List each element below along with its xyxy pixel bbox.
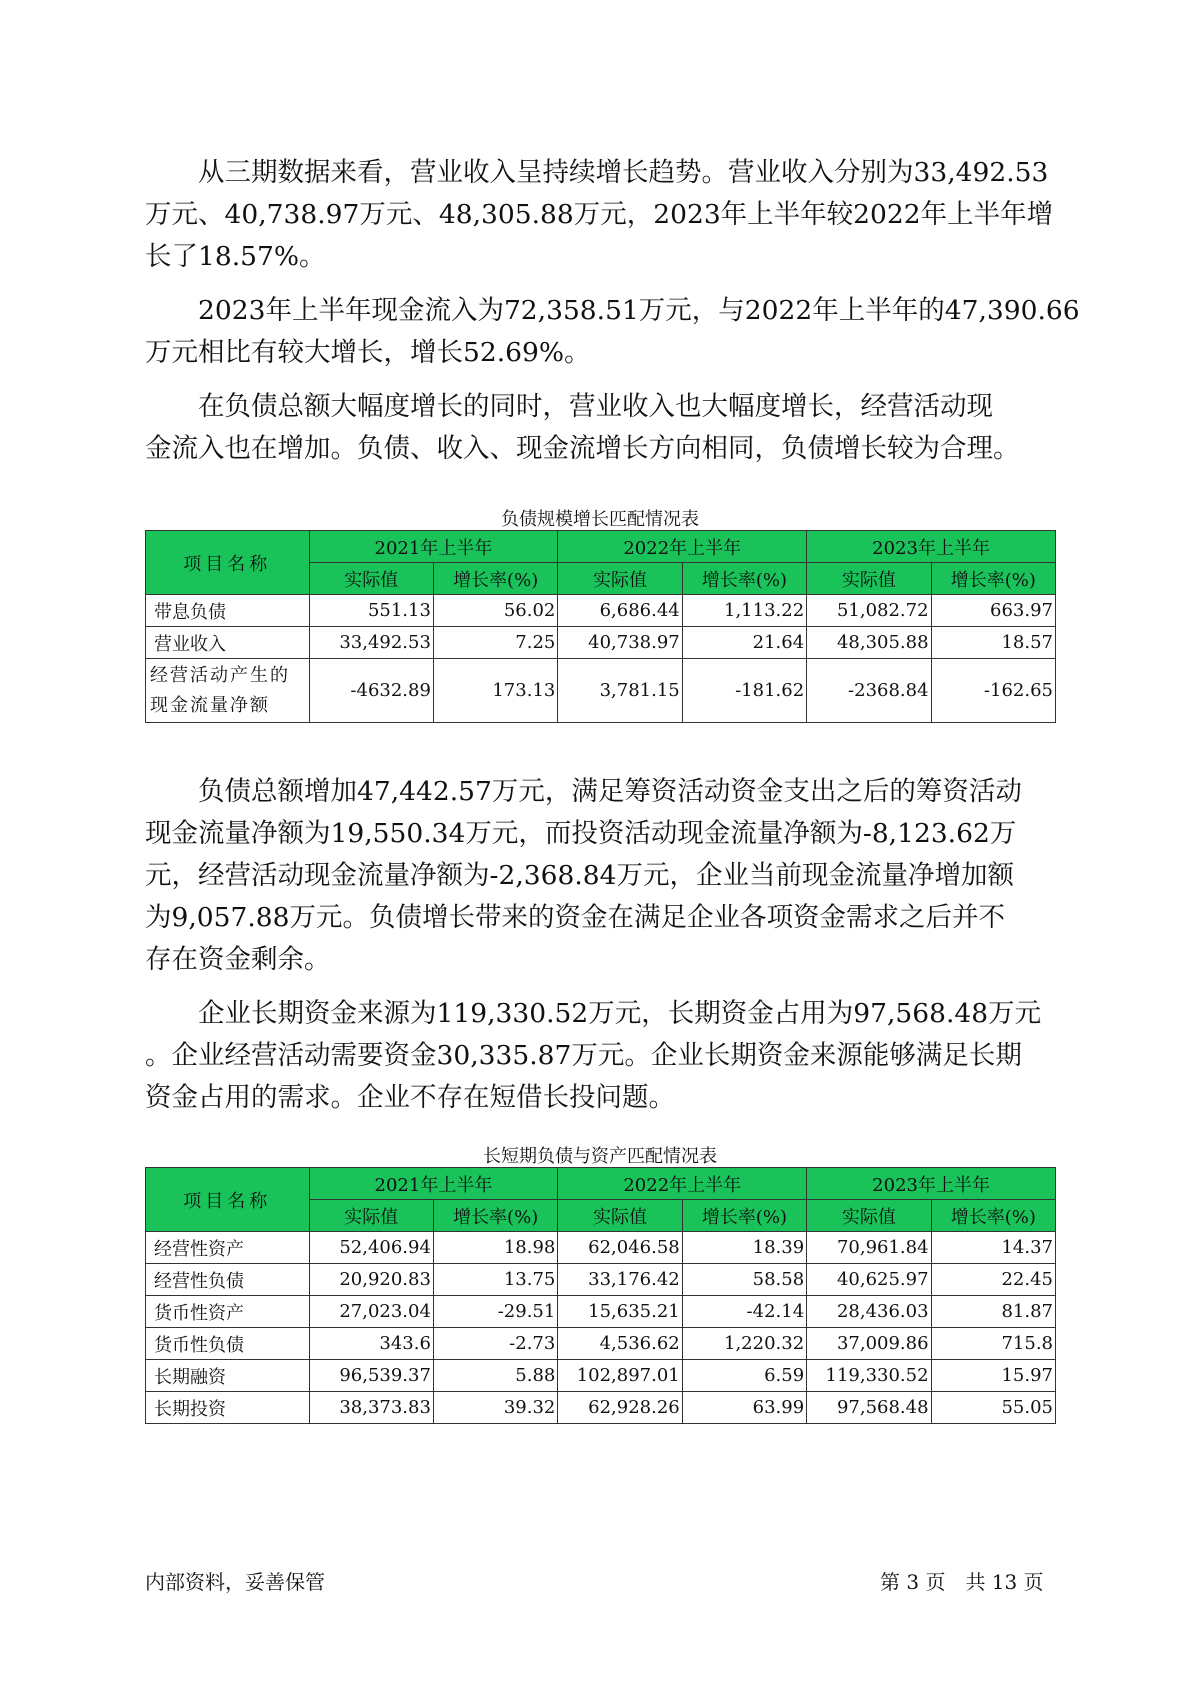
row-name: 长期融资	[146, 1360, 310, 1392]
paragraph-line: 长了18.57%。	[145, 241, 326, 272]
table-row	[146, 1296, 1056, 1328]
cell-value: 4,536.62	[558, 1328, 682, 1360]
footer-confidential-note: 内部资料，妥善保管	[145, 1570, 325, 1594]
paragraph-debt-increase	[145, 771, 1065, 981]
cell-value: 38,373.83	[309, 1392, 433, 1424]
cell-value: 21.64	[682, 627, 806, 659]
cell-value: 6,686.44	[558, 595, 682, 627]
cell-value: 28,436.03	[807, 1296, 931, 1328]
cell-value: 7.25	[433, 627, 557, 659]
cell-value: 1,113.22	[682, 595, 806, 627]
paragraph-line: 存在资金剩余。	[145, 944, 331, 975]
cell-value: 40,625.97	[807, 1264, 931, 1296]
paragraph-line: 。企业经营活动需要资金30,335.87万元。企业长期资金来源能够满足长期	[145, 1040, 1022, 1071]
header-growth: 增长率(%)	[931, 563, 1055, 595]
header-item-name: 项目名称	[146, 531, 310, 595]
cell-value: 715.8	[931, 1328, 1055, 1360]
cell-value: 3,781.15	[558, 659, 682, 723]
table-row	[146, 659, 1056, 723]
cell-value: 62,928.26	[558, 1392, 682, 1424]
cell-value: 62,046.58	[558, 1232, 682, 1264]
table-row	[146, 627, 1056, 659]
row-name: 长期投资	[146, 1392, 310, 1424]
cell-value: 48,305.88	[807, 627, 931, 659]
paragraph-line: 从三期数据来看，营业收入呈持续增长趋势。营业收入分别为33,492.53	[145, 157, 1049, 188]
row-name: 带息负债	[146, 595, 310, 627]
cell-value: 39.32	[433, 1392, 557, 1424]
cell-value: 102,897.01	[558, 1360, 682, 1392]
paragraph-line: 现金流量净额为19,550.34万元，而投资活动现金流量净额为-8,123.62万	[145, 818, 1017, 849]
table-row	[146, 1392, 1056, 1424]
cell-value: 18.39	[682, 1232, 806, 1264]
paragraph-line: 为9,057.88万元。负债增长带来的资金在满足企业各项资金需求之后并不	[145, 902, 1006, 933]
paragraph-line: 在负债总额大幅度增长的同时，营业收入也大幅度增长，经营活动现	[145, 391, 993, 422]
header-growth: 增长率(%)	[931, 1200, 1055, 1232]
cell-value: 663.97	[931, 595, 1055, 627]
header-growth: 增长率(%)	[682, 563, 806, 595]
cell-value: 33,176.42	[558, 1264, 682, 1296]
table-row	[146, 1232, 1056, 1264]
cell-value: 97,568.48	[807, 1392, 931, 1424]
debt-scale-growth-table	[145, 530, 1056, 723]
paragraph-line: 金流入也在增加。负债、收入、现金流增长方向相同，负债增长较为合理。	[145, 433, 1020, 464]
cell-value: 52,406.94	[309, 1232, 433, 1264]
cell-value: 15,635.21	[558, 1296, 682, 1328]
cell-value: 96,539.37	[309, 1360, 433, 1392]
paragraph-line: 负债总额增加47,442.57万元，满足筹资活动资金支出之后的筹资活动	[145, 776, 1022, 807]
cell-value: -29.51	[433, 1296, 557, 1328]
cell-value: -42.14	[682, 1296, 806, 1328]
cell-value: 13.75	[433, 1264, 557, 1296]
row-name: 经营性资产	[146, 1232, 310, 1264]
row-name: 货币性负债	[146, 1328, 310, 1360]
liability-asset-matching-table	[145, 1167, 1056, 1424]
header-period-2022: 2022年上半年	[558, 531, 807, 563]
cell-value: 343.6	[309, 1328, 433, 1360]
paragraph-long-term-funds	[145, 993, 1065, 1119]
cell-value: 20,920.83	[309, 1264, 433, 1296]
cell-value: 37,009.86	[807, 1328, 931, 1360]
cell-value: 22.45	[931, 1264, 1055, 1296]
cell-value: 81.87	[931, 1296, 1055, 1328]
row-name: 货币性资产	[146, 1296, 310, 1328]
table1-caption: 负债规模增长匹配情况表	[501, 509, 699, 530]
cell-value: 18.57	[931, 627, 1055, 659]
cell-value: 18.98	[433, 1232, 557, 1264]
cell-value: 551.13	[309, 595, 433, 627]
cell-value: -2.73	[433, 1328, 557, 1360]
header-actual: 实际值	[558, 1200, 682, 1232]
cell-value: 173.13	[433, 659, 557, 723]
header-period-2021: 2021年上半年	[309, 531, 558, 563]
header-growth: 增长率(%)	[433, 1200, 557, 1232]
header-period-2022: 2022年上半年	[558, 1168, 807, 1200]
row-name: 经营活动产生的现金流量净额	[146, 659, 310, 723]
table2-caption: 长短期负债与资产匹配情况表	[483, 1146, 717, 1167]
header-item-name: 项目名称	[146, 1168, 310, 1232]
header-actual: 实际值	[807, 1200, 931, 1232]
cell-value: -181.62	[682, 659, 806, 723]
cell-value: 33,492.53	[309, 627, 433, 659]
cell-value: 58.58	[682, 1264, 806, 1296]
cell-value: 119,330.52	[807, 1360, 931, 1392]
row-name: 经营性负债	[146, 1264, 310, 1296]
table-row	[146, 1360, 1056, 1392]
cell-value: 51,082.72	[807, 595, 931, 627]
row-name: 营业收入	[146, 627, 310, 659]
paragraph-line: 万元相比有较大增长，增长52.69%。	[145, 337, 591, 368]
paragraph-line: 元，经营活动现金流量净额为-2,368.84万元，企业当前现金流量净增加额	[145, 860, 1014, 891]
paragraph-line: 万元、40,738.97万元、48,305.88万元，2023年上半年较2022年上半年增	[145, 199, 1054, 230]
header-period-2021: 2021年上半年	[309, 1168, 558, 1200]
cell-value: 63.99	[682, 1392, 806, 1424]
paragraph-line: 企业长期资金来源为119,330.52万元，长期资金占用为97,568.48万元	[145, 998, 1042, 1029]
cell-value: -2368.84	[807, 659, 931, 723]
header-period-2023: 2023年上半年	[807, 531, 1056, 563]
cell-value: 70,961.84	[807, 1232, 931, 1264]
cell-value: -162.65	[931, 659, 1055, 723]
paragraph-line: 资金占用的需求。企业不存在短借长投问题。	[145, 1082, 675, 1113]
paragraph-debt-growth	[145, 386, 1065, 470]
header-actual: 实际值	[807, 563, 931, 595]
footer-page-number: 第 3 页 共 13 页	[880, 1570, 1044, 1594]
header-growth: 增长率(%)	[433, 563, 557, 595]
cell-value: 1,220.32	[682, 1328, 806, 1360]
cell-value: 15.97	[931, 1360, 1055, 1392]
table-row	[146, 595, 1056, 627]
paragraph-cash-inflow	[145, 290, 1080, 374]
header-actual: 实际值	[309, 563, 433, 595]
header-actual: 实际值	[309, 1200, 433, 1232]
cell-value: 40,738.97	[558, 627, 682, 659]
table-row	[146, 1264, 1056, 1296]
cell-value: 55.05	[931, 1392, 1055, 1424]
paragraph-revenue-trend	[145, 152, 1065, 278]
cell-value: 6.59	[682, 1360, 806, 1392]
paragraph-line: 2023年上半年现金流入为72,358.51万元，与2022年上半年的47,390.66	[145, 295, 1080, 326]
cell-value: 27,023.04	[309, 1296, 433, 1328]
cell-value: 56.02	[433, 595, 557, 627]
header-period-2023: 2023年上半年	[807, 1168, 1056, 1200]
cell-value: 14.37	[931, 1232, 1055, 1264]
cell-value: -4632.89	[309, 659, 433, 723]
header-growth: 增长率(%)	[682, 1200, 806, 1232]
header-actual: 实际值	[558, 563, 682, 595]
cell-value: 5.88	[433, 1360, 557, 1392]
table-row	[146, 1328, 1056, 1360]
